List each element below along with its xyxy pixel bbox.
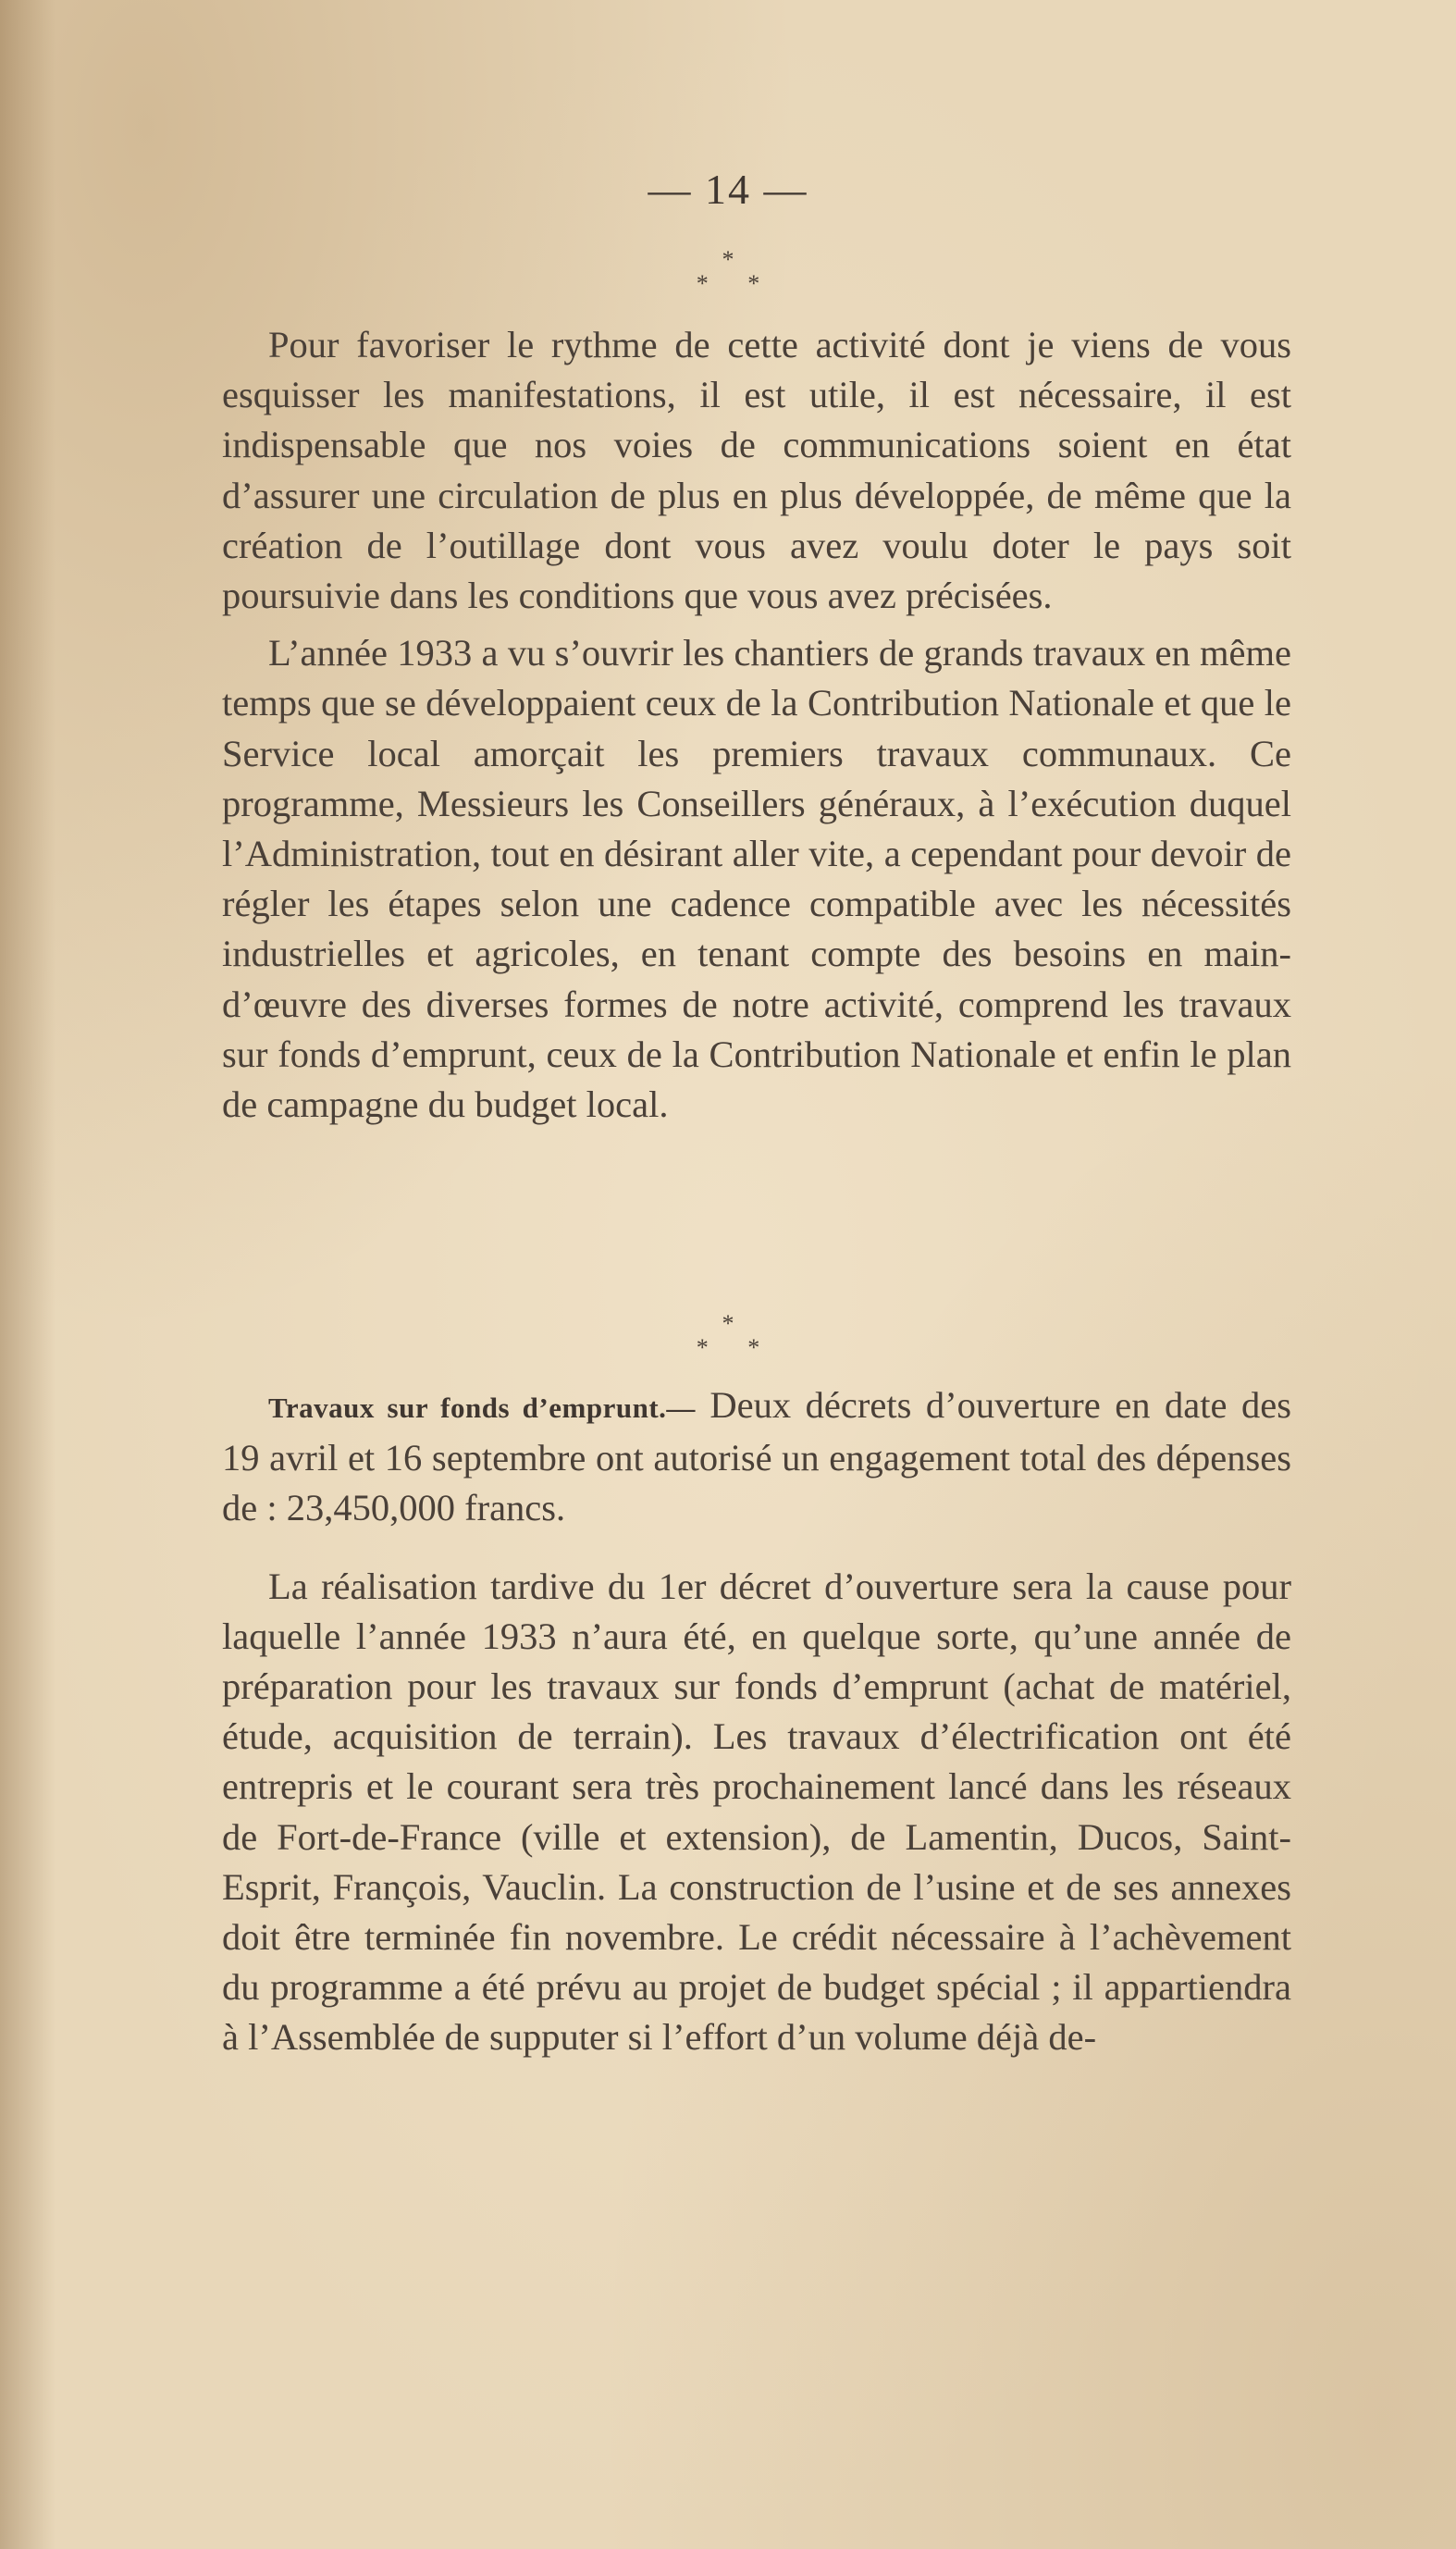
asterism-top: * bbox=[722, 1310, 734, 1337]
paragraph: Pour favoriser le rythme de cette activité dont je viens de vous esquisser les manifestations, il est utile, il est nécessaire, il est indispensable que nos voies de communications soient en état d’assurer une circulation de plus en plus développée, de même que la création de l’outillage dont vous avez voulu doter le pays soit poursuivie dans les conditions que vous avez précisées. bbox=[222, 324, 1291, 617]
paragraph-text: Deux décrets d’ouverture en date des 19 avril et 16 septembre ont autorisé un engagement total des dépenses de : 23,450,000 francs. bbox=[222, 1384, 1291, 1529]
asterism-top: * bbox=[722, 246, 734, 273]
asterism-separator bbox=[0, 1312, 1456, 1360]
section-travaux-emprunt bbox=[222, 1380, 1291, 2063]
asterism-bottom: * * bbox=[696, 270, 777, 297]
section-intro bbox=[222, 320, 1291, 1130]
page-number: — 14 — bbox=[648, 166, 808, 213]
asterism-bottom: * * bbox=[696, 1334, 777, 1361]
section-heading: Travaux sur fonds d’emprunt.— bbox=[268, 1392, 696, 1424]
paragraph bbox=[222, 1380, 1291, 1534]
paragraph: L’année 1933 a vu s’ouvrir les chantiers de grands travaux en même temps que se développaient ceux de la Contribution Nationale et que le Service local amorçait les premiers travaux communaux. Ce programme, Messieurs les Conseillers généraux, à l’exécution duquel l’Administration, tout en désirant aller vite, a cependant pour devoir de régler les étapes selon une cadence compatible avec les nécessités industrielles et agricoles, en tenant compte des besoins en main-d’œuvre des diverses formes de notre activité, comprend les travaux sur fonds d’emprunt, ceux de la Contribution Nationale et enfin le plan de campagne du budget local. bbox=[222, 632, 1291, 1126]
paragraph: La réalisation tardive du 1er décret d’ouverture sera la cause pour laquelle l’année 1933 n’aura été, en quelque sorte, qu’une année de préparation pour les travaux sur fonds d’emprunt (achat de matériel, étude, acquisition de terrain). Les travaux d’électrification ont été entrepris et le courant sera très prochainement lancé dans les réseaux de Fort-de-France (ville et extension), de Lamentin, Ducos, Saint-Esprit, François, Vauclin. La construction de l’usine et de ses annexes doit être terminée fin novembre. Le crédit nécessaire à l’achèvement du programme a été prévu au projet de budget spécial ; il appartiendra à l’Assemblée de supputer si l’effort d’un volume déjà de- bbox=[222, 1565, 1291, 2059]
page-edge-stain bbox=[0, 0, 56, 2549]
asterism-separator bbox=[0, 248, 1456, 296]
